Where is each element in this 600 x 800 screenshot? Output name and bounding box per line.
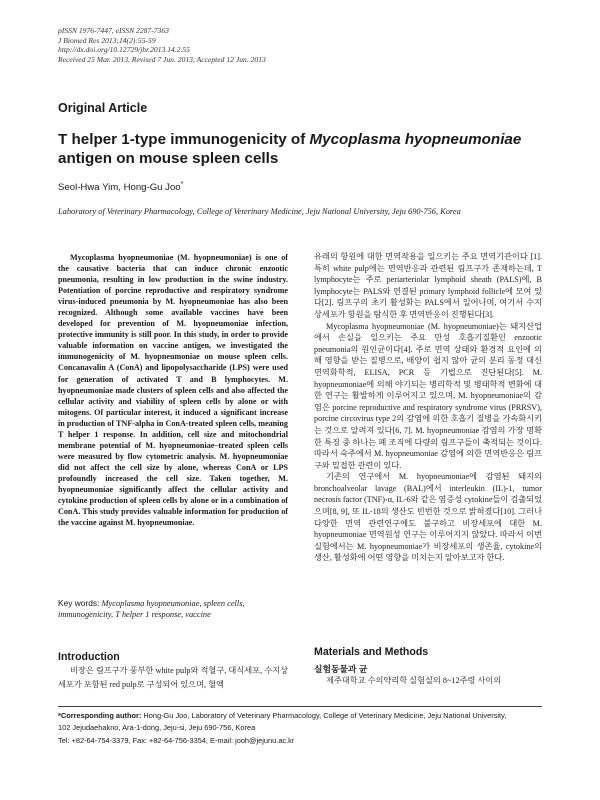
paper-title: [58, 130, 558, 168]
introduction-text: 비장은 림프구가 풍부한 white pulp와 적혈구, 대식세포, 수지상세포가 포함된 red pulp로 구성되어 있으며, 혈액: [58, 666, 288, 689]
footnote-line-1: [58, 710, 548, 722]
paragraph-3: 기존의 연구에서 M. hyopneumoniae에 감염된 돼지의 bronchoalveolar lavage (BAL)에서 interleukin (IL)-1, tumor necrosis factor (TNF)-α, IL-6와 같은 염증성 cytokine들이 검출되었으며[8, 9], 또 IL-18의 생산도 빈번한 것으로 밝혀졌다[10]. 그러나 다양한 면역 관련연구에도 불구하고 비장세포에 대한 M. hyopneumoniae 면역원성 연구는 이루어지지 않았다. 따라서 이번 실험에서는 M. hyopneumoniae가 비장세포의 생존율, cytokine의 생산, 활성화에 어떤 영향을 미치는지 알아보고자 한다.: [314, 472, 542, 563]
keywords-text: Mycoplasma hyopneumoniae, spleen cells, immunogenicity, T helper 1 response, vaccine: [58, 599, 245, 619]
issn-line: pISSN 1976-7447, eISSN 2287-7363: [58, 26, 169, 35]
affiliation: Laboratory of Veterinary Pharmacology, College of Veterinary Medicine, Jeju National University, Jeju 690-756, Korea: [58, 207, 461, 216]
journal-meta: [58, 26, 266, 64]
footnote-label: *Corresponding author:: [58, 711, 142, 720]
article-type: Original Article: [58, 101, 148, 115]
received-dates: Received 25 Mar. 2013, Revised 7 Jun. 2013, Accepted 12 Jun. 2013: [58, 54, 266, 64]
paragraph-2: Mycoplasma hyopneumoniae (M. hyopneumoniae)는 돼지산업에서 손실을 일으키는 주요 만성 호흡기질환인 enzootic pneumonia의 원인균이다[4]. 주로 면역 상태와 환경적 요인에 의해 영향을 받는 질병으로, 배양이 쉽지 않아 균의 분리 동정 대신 면역화학적, ELISA, PCR 등 기법으로 진단된다[5]. M. hyopneumoniae에 의해 야기되는 병리학적 및 병태학적 변화에 대한 연구는 활발하게 이루어지고 있으며, M. hyopneumoniae의 감염은 porcine reproductive and respiratory syndrome virus (PRRSV), porcine circovirus type 2의 감염에 의한 호흡기 질병을 가속화시키는 것으로 알려져 있다[6, 7]. M. hyopneumoniae 감염의 가장 명확한 특징 중 하나는 폐 조직에 다량의 림프구들이 축적되는 것이다. 따라서 숙주에서 M. hyopneumoniae 감염에 의한 면역반응은 림프구와 밀접한 관련이 있다.: [314, 321, 542, 470]
doi-link[interactable]: http://dx.doi.org/10.12729/jbr.2013.14.2.55: [58, 45, 190, 55]
introduction-heading: Introduction: [58, 651, 120, 663]
title-part-2: antigen on mouse spleen cells: [58, 150, 279, 167]
title-part-1: T helper 1-type immunogenicity of: [58, 131, 310, 148]
footnote-text-1: Hong-Gu Joo, Laboratory of Veterinary Pharmacology, College of Veterinary Medicine, Jeju National University,: [141, 711, 507, 720]
right-column: [314, 251, 542, 564]
corresponding-footnote: [58, 710, 548, 747]
introduction-body: [58, 664, 288, 692]
keywords: [58, 598, 288, 620]
journal-citation: J Biomed Res 2013;14(2):55-59: [58, 35, 156, 45]
title-species: Mycoplasma hyopneumoniae: [309, 131, 522, 148]
abstract-text: Mycoplasma hyopneumoniae (M. hyopneumoniae) is one of the causative bacteria that can induce chronic enzootic pneumonia, resulting in low production in the swine industry. Potentiation of porcine reproductive and respiratory syndrome virus-induced pneumonia by M. hyopneumoniae has also been recognized. Although some available vaccines have been developed for prevention of M. hyopneumoniae infection, protective immunity is still poor. In this study, in order to provide valuable information on vaccine antigen, we investigated the immunogenicity of M. hyopneumoniae on mouse spleen cells. Concanavalin A (ConA) and lipopolysaccharide (LPS) were used for generation of activated T and B lymphocytes. M. hyopneumoniae made clusters of spleen cells and also affected the cellular activity and viability of spleen cells by alone or with mitogens. Of particular interest, it induced a significant increase in production of TNF-alpha in ConA-treated spleen cells, meaning T helper 1 response. In addition, cell size and mitochondrial membrane potential of M. hyopneumoniae–treated spleen cells were measured by flow cytometric analysis. M. hyopneumoniae did not affect the cell size by alone, whereas ConA or LPS profoundly increased the cell size. Taken together, M. hyopneumoniae significantly affect the cellular activity and cytokine production of spleen cells by alone or in a combination of ConA. This study provides valuable information for production of the vaccine against M. hyopneumoniae.: [58, 253, 288, 528]
authors: [58, 181, 183, 193]
footnote-divider: [58, 706, 542, 707]
paragraph-1: 유래의 항원에 대한 면역작용을 일으키는 주요 면역기관이다 [1]. 특히 white pulp에는 면역반응과 관련된 림프구가 존재하는데, T lymphocyte는 주로 periarteriolar lymphoid sheath (PALS)에, B lymphocyte는 PALS와 연결된 primary lymphoid follicle에 모여 있다[2]. 림프구의 초기 활성화는 PALS에서 일어나며, 여기서 수지상세포가 항원을 탐식한 후 면역반응이 진행된다[3].: [314, 252, 542, 319]
abstract: [58, 252, 288, 528]
keywords-label: Key words:: [58, 598, 100, 608]
corresponding-mark: *: [180, 181, 184, 188]
footnote-line-3: Tel: +82-64-754-3379, Fax: +82-64-756-3354, E-mail: jooh@jejunu.ac.kr: [58, 735, 295, 745]
methods-text: 제주대학교 수의약리학 실험실의 8~12주령 사이의: [326, 676, 502, 685]
methods-subheading: 실험동물과 균: [314, 664, 368, 674]
footnote-line-2: 102 Jejudaehakno, Ara-1-dong, Jeju-si, Jeju 690-756, Korea: [58, 723, 256, 733]
author-names: Seol-Hwa Yim, Hong-Gu Joo: [58, 182, 181, 194]
methods-heading: Materials and Methods: [314, 646, 429, 658]
